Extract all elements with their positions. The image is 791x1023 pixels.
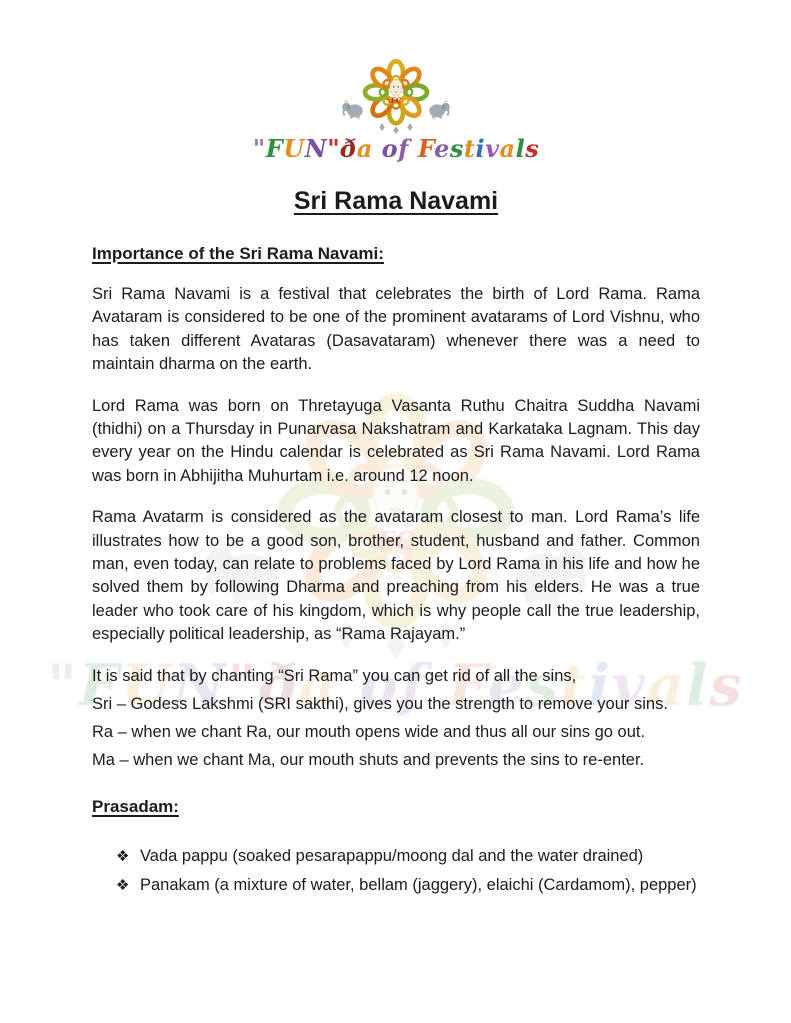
chant-line-ra: Ra – when we chant Ra, our mouth opens wide and thus all our sins go out. xyxy=(92,722,646,741)
list-item-vada-pappu xyxy=(116,842,700,871)
chant-meaning-block xyxy=(92,665,700,772)
funda-mandala-icon xyxy=(303,52,489,145)
list-item-text: Vada pappu (soaked pesarapappu/moong dal and the water drained) xyxy=(140,847,644,866)
section-heading-prasadam: Prasadam: xyxy=(92,797,179,817)
paragraph-avataram-closest: Rama Avatarm is considered as the avataram closest to man. Lord Rama’s life illustrates how to be a good son, brother, student, husband and father. Common man, even today, can relate to problems faced by Lord Rama in his life and how he solved them by following Dharma and preaching from his elders. He was a true leader who took care of his kingdom, which is why people call the true leadership, especially political leadership, as “Rama Rajayam.” xyxy=(92,508,700,644)
page-title: Sri Rama Navami xyxy=(293,187,499,215)
list-item-text: Panakam (a mixture of water, bellam (jaggery), elaichi (Cardamom), pepper) xyxy=(140,876,697,895)
paragraph-festival-intro: Sri Rama Navami is a festival that celebrates the birth of Lord Rama. Rama Avataram is considered to be one of the prominent avatarams of Lord Vishnu, who has taken different Avataras (Dasavataram) whenever there was a need to maintain dharma on the earth. xyxy=(92,285,700,374)
funda-logo xyxy=(92,0,700,163)
chant-line-sri: Sri – Godess Lakshmi (SRI sakthi), gives you the strength to remove your sins. xyxy=(92,694,668,713)
watermark-wordmark: "FUN"ða of Festivals xyxy=(47,652,744,719)
diamond-bullet-icon: ❖ xyxy=(116,848,130,866)
funda-wordmark: "FUN"ða of Festivals xyxy=(252,134,540,163)
chant-line-intro: It is said that by chanting “Sri Rama” you can get rid of all the sins, xyxy=(92,666,577,685)
chant-line-ma: Ma – when we chant Ma, our mouth shuts and prevents the sins to re-enter. xyxy=(92,750,645,769)
section-heading-importance: Importance of the Sri Rama Navami: xyxy=(92,244,384,263)
diamond-bullet-icon: ❖ xyxy=(116,877,130,895)
list-item-panakam xyxy=(116,871,700,900)
paragraph-birth-details: Lord Rama was born on Thretayuga Vasanta Ruthu Chaitra Suddha Navami (thidhi) on a Thursday in Punarvasa Nakshatram and Karkataka Lagnam. This day every year on the Hindu calendar is celebrated as Sri Rama Navami. Lord Rama was born in Abhijitha Muhurtam i.e. around 12 noon. xyxy=(92,396,700,485)
prasadam-list xyxy=(92,842,700,900)
